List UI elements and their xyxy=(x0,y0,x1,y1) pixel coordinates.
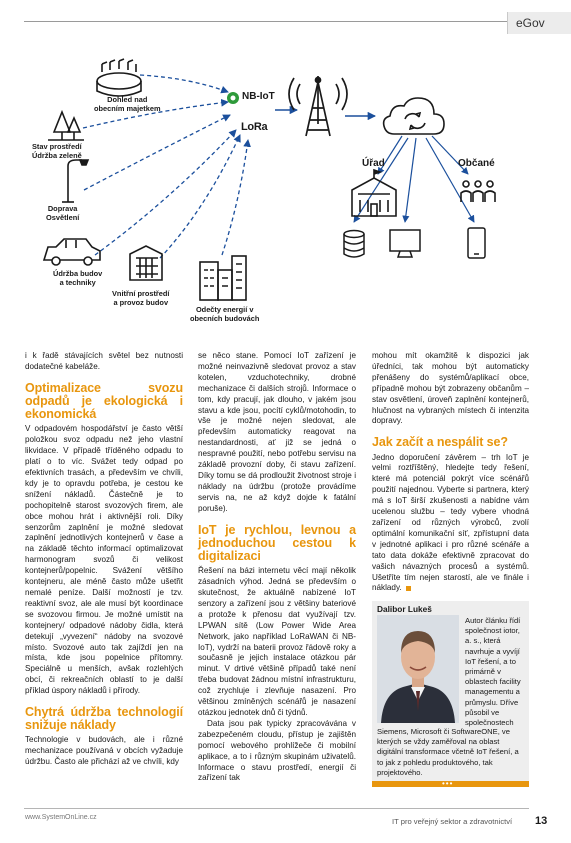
stadium-icon xyxy=(97,59,141,96)
tower-icon xyxy=(289,76,347,136)
author-bio-side: Autor článku řídí společnost iotor, a. s., která navrhuje a vyvíjí IoT řešení, a to primárně v oblastech facility managementu a průmyslu. Dříve působil ve společnostech xyxy=(465,616,521,728)
phone-icon xyxy=(468,228,485,258)
intro-paragraph: i k řadě stávajících světel bez nutnosti dodatečné kabeláže. xyxy=(25,351,183,371)
office-building-icon xyxy=(352,170,396,216)
heading-maintenance: Chytrá údržba technologií snižuje náklady xyxy=(25,705,183,733)
footer-section: IT pro veřejný sektor a zdravotnictví xyxy=(392,817,513,826)
citizens-label: Občané xyxy=(458,158,495,169)
nbiot-label: NB-IoT xyxy=(242,91,275,102)
label-transport-lighting: Doprava Osvětlení xyxy=(46,204,80,222)
author-box-footer xyxy=(372,781,529,787)
paragraph-start: Jedno doporučení závěrem – trh IoT je velmi roztříštěný, hledejte tedy řešení, které má potenciál pokrýt více scénářů použití najednou. Vyberte si partnera, který má s IoT širší zkušenosti a nabídne vám ucelenou službu – tedy vybere vhodná zařízení od různých výrobců, zvolí optimální komunikační síť, zpřístupní data v jednotné aplikaci i pro různé scénáře a tato data dokáže efektivně zpracovat do vašich návazných procesů a systémů. Ušetříte tím nejen starostí, ale ve finále i náklady. xyxy=(372,452,529,593)
factory-icon xyxy=(130,246,162,280)
article-column-1 xyxy=(25,351,183,768)
tree-icon xyxy=(48,112,84,140)
author-name: Dalibor Lukeš xyxy=(377,604,432,614)
lora-label: LoRa xyxy=(241,121,268,133)
desktop-icon xyxy=(390,230,420,257)
city-icon xyxy=(200,256,246,300)
author-photo xyxy=(377,615,459,723)
article-column-3 xyxy=(372,351,529,594)
heading-iot: IoT je rychlou, levnou a jednoduchou cestou k digitalizaci xyxy=(198,522,356,563)
label-building-maintenance: Údržba budov a techniky xyxy=(53,269,103,287)
page-number: 13 xyxy=(535,815,548,827)
paragraph-data-access: mohou mít okamžitě k dispozici jak úředníci, tak mohou být automaticky přenášeny do systémů/aplikací obce, případně mohou být zobrazeny občanům – stav osvětlení, úroveň zaplnění kontejnerů, hlučnost na vybraných místech či intenzita dopravy. xyxy=(372,351,529,426)
car-icon xyxy=(44,239,100,265)
paragraph-cloud: Data jsou pak typicky zpracovávána v zabezpečeném cloudu, přístup je zajištěn pomocí webového prohlížeče či mobilní aplikace, a to i různým skupinám uživatelů. Informace o stavu prostředí, energií či zařízení tak xyxy=(198,718,356,783)
office-label: Úřad xyxy=(362,158,385,169)
label-property-monitoring: Dohled nad obecním majetkem xyxy=(94,95,161,113)
heading-start: Jak začít a nespálit se? xyxy=(372,435,508,450)
iot-diagram xyxy=(0,40,571,340)
label-environment: Stav prostředí Údržba zeleně xyxy=(32,142,82,160)
cloud-icon xyxy=(384,98,444,134)
label-indoor-environment: Vnitřní prostředí a provoz budov xyxy=(112,289,170,307)
nbiot-icon xyxy=(227,92,239,104)
section-label: eGov xyxy=(516,16,545,30)
footer-rule xyxy=(24,808,529,809)
footer-url: www.SystemOnLine.cz xyxy=(25,814,97,821)
citizens-icon xyxy=(461,181,495,202)
label-energy-readings: Odečty energií v obecních budovách xyxy=(190,305,260,323)
heading-waste: Optimalizace svozu odpadů je ekologická i ekonomická xyxy=(25,380,183,422)
top-rule xyxy=(24,21,507,22)
author-box xyxy=(372,601,529,787)
diagram-graphic xyxy=(0,40,571,340)
paragraph-waste: V odpadovém hospodářství je často větší položkou svoz odpadu než jeho vlastní likvidace. V případě tříděného odpadu to platí o to víc. Svážet tedy odpad po efektivních trasách, a především ve chvíli, kdy je to opravdu potřeba, je cestou ke snížení nákladů. Částečně je to pochopitelně starost svozových firem, ale obce mohou hrát i aktivnější roli. Díky senzorům zaplnění je možné sledovat zaplnění jednotlivých kontejnerů v čase a na základě těchto informací optimalizovat harmonogram svozů či velikost kontejnerů/popelnic. Svážení většího kontejneru, ale méně často může ušetřit nemalé peníze. Další možností je tzv. reaktivní svoz, ale ale musí být koordinace se svozovou firmou. Je možné umístit na kontejnery/ odpadové nádoby čidla, která detekují „vyvezení“ nádoby na svozové místo. Svozové auto tak zajíždí jen na místa, kde jsou popelnice přítomny. Speciálně u menších, avšak rozlehlých obcí, či rekreačních oblastí to je další příklad úspory nákladů i přírody. xyxy=(25,424,183,696)
paragraph-maintenance: Technologie v budovách, ale i různé mechanizace používaná v obcích vyžaduje údržbu. Často ale přichází až ve chvíli, kdy xyxy=(25,735,183,767)
database-icon xyxy=(344,231,364,258)
paragraph-iot: Řešení na bázi internetu věcí mají několik zásadních výhod. Jedná se především o skutečnost, že aktuálně nabízené IoT senzory a zařízení jsou z většiny bateriové a protože k přenosu dat využívají tzv. LPWAN sítě (Low Power Wide Area Network, jako například LoRaWAN či NB-IoT), vydrží na baterii provoz řádově roky a současně je jejich instalace otázkou pár minut. V drtivé většině případů také není třeba budovat žádnou místní infrastrukturu, což zrychluje i zlevňuje nasazení. Pro většinou zmíněných scénářů je nasazení otázkou jednotek dnů či týdnů. xyxy=(198,566,356,717)
author-portrait-icon xyxy=(377,615,459,723)
end-mark xyxy=(406,586,411,591)
paragraph-maintenance-cont: se něco stane. Pomocí IoT zařízení je možné neinvazivně sledovat provoz a stav kotelen, vzduchotechniky, drobné mechanizace či dalších strojů. Informace o tom, kdy pracují, jak dlouho, v jakém jsou stavu a kde jsou, pocítí cyklů/motohodin, to vše je možné nejen sledovat, ale především automaticky reagovat na nestandardnosti, ať již se jedná o nespravné použití, nebo potřebu servisu na základě provozní doby, či stavu zařízení. Díky tomu se dá prodloužit životnost stroje i náklady na údržbu (protože provádíme servis na, ne až když dojde k fatální poruše). xyxy=(198,351,356,513)
article-column-2 xyxy=(198,351,356,784)
section-tab xyxy=(507,12,571,34)
paragraph-start-wrap xyxy=(372,453,529,595)
street-lamp-icon xyxy=(62,160,88,202)
author-bio-bottom: Siemens, Microsoft či SoftwareONE, ve kterých se vždy zaměřoval na oblast digitální transformace včetně IoT řešení, a to jak z pohledu produktového, tak projektového. xyxy=(377,727,519,777)
author-dots: ••• xyxy=(442,779,454,788)
